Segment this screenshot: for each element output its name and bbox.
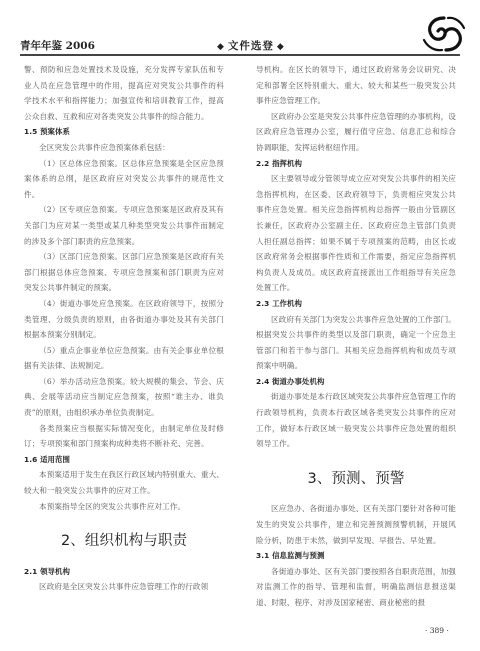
paragraph: 全区突发公共事件应急预案体系包括： <box>39 142 170 152</box>
section-heading: 2.1 领导机构 <box>24 566 71 576</box>
paragraph: （4）街道办事处应急预案。在区政府领导下，按照分类管理、分级负责的原则，由各街道办事处及其有关部门根据本预案分别制定。 <box>24 298 224 340</box>
paragraph: （5）重点企事业单位应急预案。由有关企事业单位根据有关法律、法规制定。 <box>24 345 224 371</box>
paragraph: 警、预防和应急处置技术及设施，充分发挥专家队伍和专业人员在应急管理中的作用，提高应对突发公共事件的科学技术水平和指挥能力；加强宣传和培训教育工作，提高公众自救、互救和应对各类突发公共事件的综合能力。 <box>24 65 224 121</box>
spacer <box>256 452 456 472</box>
section-heading: 2.2 指挥机构 <box>256 158 303 168</box>
section-title-text: 文件选登 <box>227 40 274 52</box>
paragraph: 区政府有关部门为突发公共事件应急处置的工作部门。根据突发公共事件的类型以及部门职责，确定一个应急主管部门和若干参与部门。其相关应急指挥机构和成员专项预案中明确。 <box>256 314 456 371</box>
left-column <box>24 62 224 595</box>
chapter-title: 2、组织机构与职责 <box>60 533 188 550</box>
paragraph: 区政府是全区突发公共事件应急管理工作的行政领 <box>39 582 209 592</box>
spacer <box>24 514 224 534</box>
swirl-logo-icon <box>420 14 468 54</box>
header-rule <box>20 54 460 56</box>
chapter-title: 3、预测、预警 <box>307 470 405 487</box>
paragraph: 街道办事处是本行政区域突发公共事件应急管理工作的行政领导机构，负责本行政区域各类突发公共事件的应对工作，做好本行政区域一般突发公共事件应急处置的组织领导工作。 <box>256 392 456 449</box>
yearbook-title: 青年年鉴 2006 <box>20 40 95 52</box>
paragraph: 区主要领导或分管领导成立应对突发公共事件的相关应急指挥机构，在区委、区政府领导下，负责相应突发公共事件应急处置。相关应急指挥机构总指挥一般由分管副区长兼任，区政府办公室副主任、区政府应急主管部门负责人担任副总指挥；如果不属于专项预案的范畴，由区长或区政府常务会根据事件性质和工作需要，指定应急指挥机构负责人及成员。成区政府直接派出工作组指导有关应急处置工作。 <box>256 174 456 293</box>
paragraph: 本预案指导全区的突发公共事件应对工作。 <box>39 501 186 511</box>
section-title <box>214 38 288 53</box>
section-heading: 1.6 适用范围 <box>24 454 71 464</box>
paragraph: （2）区专项应急预案。专项应急预案是区政府及其有关部门为应对某一类型或某几种类型突发公共事件而制定的涉及多个部门职责的应急预案。 <box>24 205 224 246</box>
paragraph: 区应急办、各街道办事处、区有关部门要针对各种可能发生的突发公共事件，建立和完善预测预警机制，开展风险分析，防患于未然，做到早发现、早报告、早处置。 <box>256 504 456 545</box>
paragraph: （6）举办活动应急预案。较大规模的集会、节会、庆典、会展等活动应当制定应急预案，按照“谁主办、谁负责”的原则，由组织承办单位负责制定。 <box>24 376 224 418</box>
right-column <box>256 62 456 611</box>
paragraph: （1）区总体应急预案。区总体应急预案是全区应急预案体系的总纲，是区政府应对突发公共事件的规范性文件。 <box>24 158 224 199</box>
page-header <box>0 0 480 56</box>
page-number: · 389 · <box>425 626 449 635</box>
section-heading: 2.4 街道办事处机构 <box>256 376 325 386</box>
section-heading: 1.5 预案体系 <box>24 127 71 137</box>
paragraph: 本预案适用于发生在我区行政区域内特别重大、重大、较大和一般突发公共事件的应对工作。 <box>24 470 224 496</box>
spacer <box>24 550 224 564</box>
paragraph: （3）区部门应急预案。区部门应急预案是区政府有关部门根据总体应急预案、专项应急预案和部门职责为应对突发公共事件制定的预案。 <box>24 252 224 293</box>
section-heading: 3.1 信息监测与预测 <box>256 551 325 561</box>
paragraph: 各街道办事处、区有关部门要按照各自职责范围，加强对监测工作的指导、管理和监督，明确监测信息报送渠道、时限、程序、对涉及国家秘密、商业秘密的报 <box>256 566 456 607</box>
section-heading: 2.3 工作机构 <box>256 298 303 308</box>
diamond-icon: ◆ <box>276 42 285 52</box>
paragraph: 导机构。在区长的领导下，通过区政府常务会议研究、决定和部署全区特别重大、重大、较大和某些一般突发公共事件应急管理工作。 <box>256 65 456 106</box>
paragraph: 各类预案应当根据实际情况变化，由制定单位及时修订；专项预案和部门预案构成种类将不断补充、完善。 <box>24 423 224 449</box>
paragraph: 区政府办公室是突发公共事件应急管理的办事机构，设区政府应急管理办公室，履行值守应急、信息汇总和综合协调职能，发挥运转枢纽作用。 <box>256 111 456 152</box>
diamond-icon: ◆ <box>217 42 225 52</box>
spacer <box>256 487 456 501</box>
